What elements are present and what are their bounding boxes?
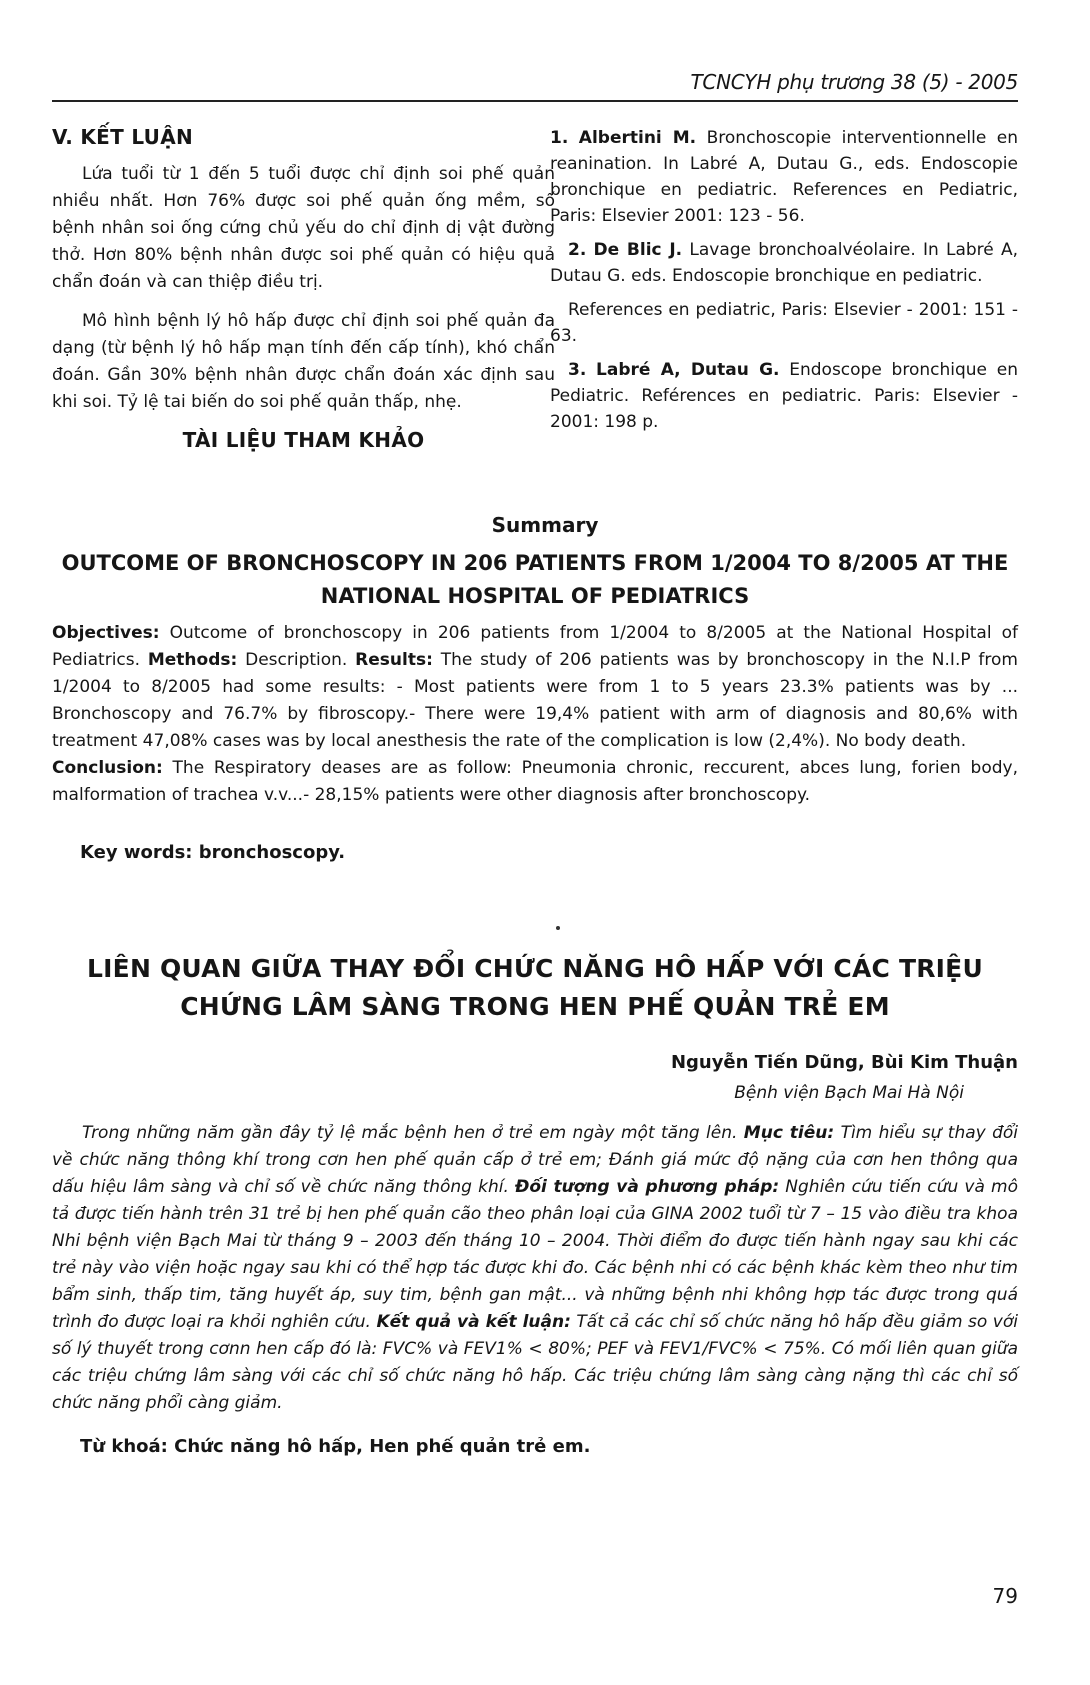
methods-label: Methods: — [147, 650, 238, 670]
conclusion-paragraph-1: Lứa tuổi từ 1 đến 5 tuổi được chỉ định soi phế quản nhiều nhất. Hơn 76% được soi phế quản ống mềm, số bệnh nhân soi ống cứng chủ yếu do chỉ định dị vật đường thở. Hơn 80% bệnh nhân được soi phế quản có hiệu quả chẩn đoán và can thiệp điều trị. — [52, 164, 555, 292]
summary-title: OUTCOME OF BRONCHOSCOPY IN 206 PATIENTS FROM 1/2004 TO 8/2005 AT THE NATIONAL HOSPITAL OF PEDIATRICS — [61, 551, 1009, 608]
summary-body — [52, 620, 1018, 809]
methods-text: Description. — [237, 650, 356, 670]
article-abstract — [52, 1120, 1018, 1417]
reference-author: Albertini M. — [578, 128, 697, 148]
reference-number: 2. — [568, 240, 587, 260]
left-column — [52, 125, 555, 452]
reference-text: Bronchoscopie interventionnelle en reanination. In Labré A, Dutau G., eds. Endoscopie bronchique en pediatric. References en Pediatric, Paris: Elsevier 2001: 123 - 56. — [550, 128, 1019, 226]
separator-dot — [556, 926, 560, 930]
methods-label: Đối tượng và phương pháp: — [514, 1177, 780, 1197]
reference-text: Endoscope bronchique en Pediatric. Reférences en pediatric. Paris: Elsevier - 2001: 198 p. — [550, 360, 1018, 432]
reference-item — [550, 357, 1018, 435]
journal-header: TCNCYH phụ trương 38 (5) - 2005 — [690, 70, 1018, 94]
conclusion-label: Conclusion: — [52, 758, 163, 778]
reference-item — [550, 237, 1018, 289]
article-title-line-1: LIÊN QUAN GIỮA THAY ĐỔI CHỨC NĂNG HÔ HẤP VỚI CÁC TRIỆU — [87, 954, 983, 983]
article-authors: Nguyễn Tiến Dũng, Bùi Kim Thuận — [670, 1052, 1018, 1073]
article-affiliation: Bệnh viện Bạch Mai Hà Nội — [734, 1083, 964, 1103]
objectives-label: Objectives: — [52, 623, 160, 643]
summary-label: Summary — [491, 513, 599, 537]
page-number: 79 — [992, 1584, 1018, 1608]
references-column — [550, 125, 1018, 443]
summary-paragraph — [52, 620, 1018, 755]
summary-paragraph — [52, 755, 1018, 809]
results-text: Tất cả các chỉ số chức năng hô hấp đều giảm so với số lý thuyết trong cơnn hen cấp đó là: FVC% và FEV1% < 80%; PEF và FEV1/FVC% < 75%. Có mối liên quan giữa các triệu chứng lâm sàng với các chỉ số chức năng hô hấp. Các triệu chứng lâm sàng càng nặng thì các chỉ số chức năng phổi càng giảm. — [52, 1312, 1018, 1413]
article-keywords — [80, 1436, 590, 1457]
reference-author: De Blic J. — [593, 240, 683, 260]
methods-text: Nghiên cứu tiến cứu và mô tả được tiến hành trên 31 trẻ bị hen phế quản cão theo phân loại của GINA 2002 tuổi từ 7 – 15 vào điều tra khoa Nhi bệnh viện Bạch Mai từ tháng 9 – 2003 đến tháng 10 – 2004. Thời điểm đo được tiến hành ngay sau khi các trẻ này vào viện hoặc ngay sau khi có thể hợp tác được khi đo. Các bệnh nhi có các bệnh khác kèm theo như tim bẩm sinh, thấp tim, tăng huyết áp, suy tim, bệnh gan mật... và những bệnh nhi không hợp tác được trong quá trình đo được loại ra khỏi nghiên cứu. — [52, 1177, 1018, 1332]
conclusion-text: The Respiratory deases are as follow: Pneumonia chronic, reccurent, abces lung, forien body, malformation of trachea v.v...- 28,15% patients were other diagnosis after bronchoscopy. — [52, 758, 1018, 805]
aim-text: Tìm hiểu sự thay đổi về chức năng thông khí trong cơn hen phế quản cấp ở trẻ em; Đánh giá mức độ nặng của cơn hen thông qua dấu hiệu lâm sàng và chỉ số về chức năng thông khí. — [52, 1123, 1018, 1197]
results-text: The study of 206 patients was by bronchoscopy in the N.I.P from 1/2004 to 8/2005 had some results: - Most patients were from 1 to 5 years 23.3% patients was by ... Bronchoscopy and 76.7% by fibroscopy.- There were 19,4% patient with arm of diagnosis and 80,6% with treatment 47,08% cases was by local anesthesis the rate of the complication is low (2,4%). No body death. — [52, 650, 1018, 751]
article-title — [52, 950, 1018, 1026]
reference-item — [550, 125, 1018, 229]
keywords-label: Từ khoá: — [80, 1436, 168, 1457]
results-label: Results: — [355, 650, 433, 670]
keywords-text: Chức năng hô hấp, Hen phế quản trẻ em. — [167, 1436, 591, 1457]
reference-number: 1. — [550, 128, 569, 148]
reference-text: Lavage bronchoalvéolaire. In Labré A, Dutau G. eds. Endoscopie bronchique en pediatric. — [550, 240, 1018, 286]
header-rule — [52, 100, 1018, 102]
references-title: TÀI LIỆU THAM KHẢO — [182, 428, 425, 452]
objectives-text: Outcome of bronchoscopy in 206 patients from 1/2004 to 8/2005 at the National Hospital of Pediatrics. — [52, 623, 1018, 670]
conclusion-paragraph-2: Mô hình bệnh lý hô hấp được chỉ định soi phế quản đa dạng (từ bệnh lý hô hấp mạn tính đến cấp tính), khó chẩn đoán. Gần 30% bệnh nhân được chẩn đoán xác định sau khi soi. Tỷ lệ tai biến do soi phế quản thấp, nhẹ. — [52, 311, 555, 412]
summary-keywords: Key words: bronchoscopy. — [80, 842, 346, 863]
aim-label: Mục tiêu: — [743, 1123, 835, 1143]
reference-number: 3. — [568, 360, 587, 380]
abstract-intro: Trong những năm gần đây tỷ lệ mắc bệnh hen ở trẻ em ngày một tăng lên. — [82, 1123, 744, 1143]
conclusion-section-title: V. KẾT LUẬN — [52, 125, 194, 149]
article-title-line-2: CHỨNG LÂM SÀNG TRONG HEN PHẾ QUẢN TRẺ EM — [180, 992, 890, 1021]
results-label: Kết quả và kết luận: — [376, 1312, 571, 1332]
reference-author: Labré A, Dutau G. — [596, 360, 780, 380]
reference-continuation: References en pediatric, Paris: Elsevier - 2001: 151 - 63. — [550, 300, 1018, 346]
